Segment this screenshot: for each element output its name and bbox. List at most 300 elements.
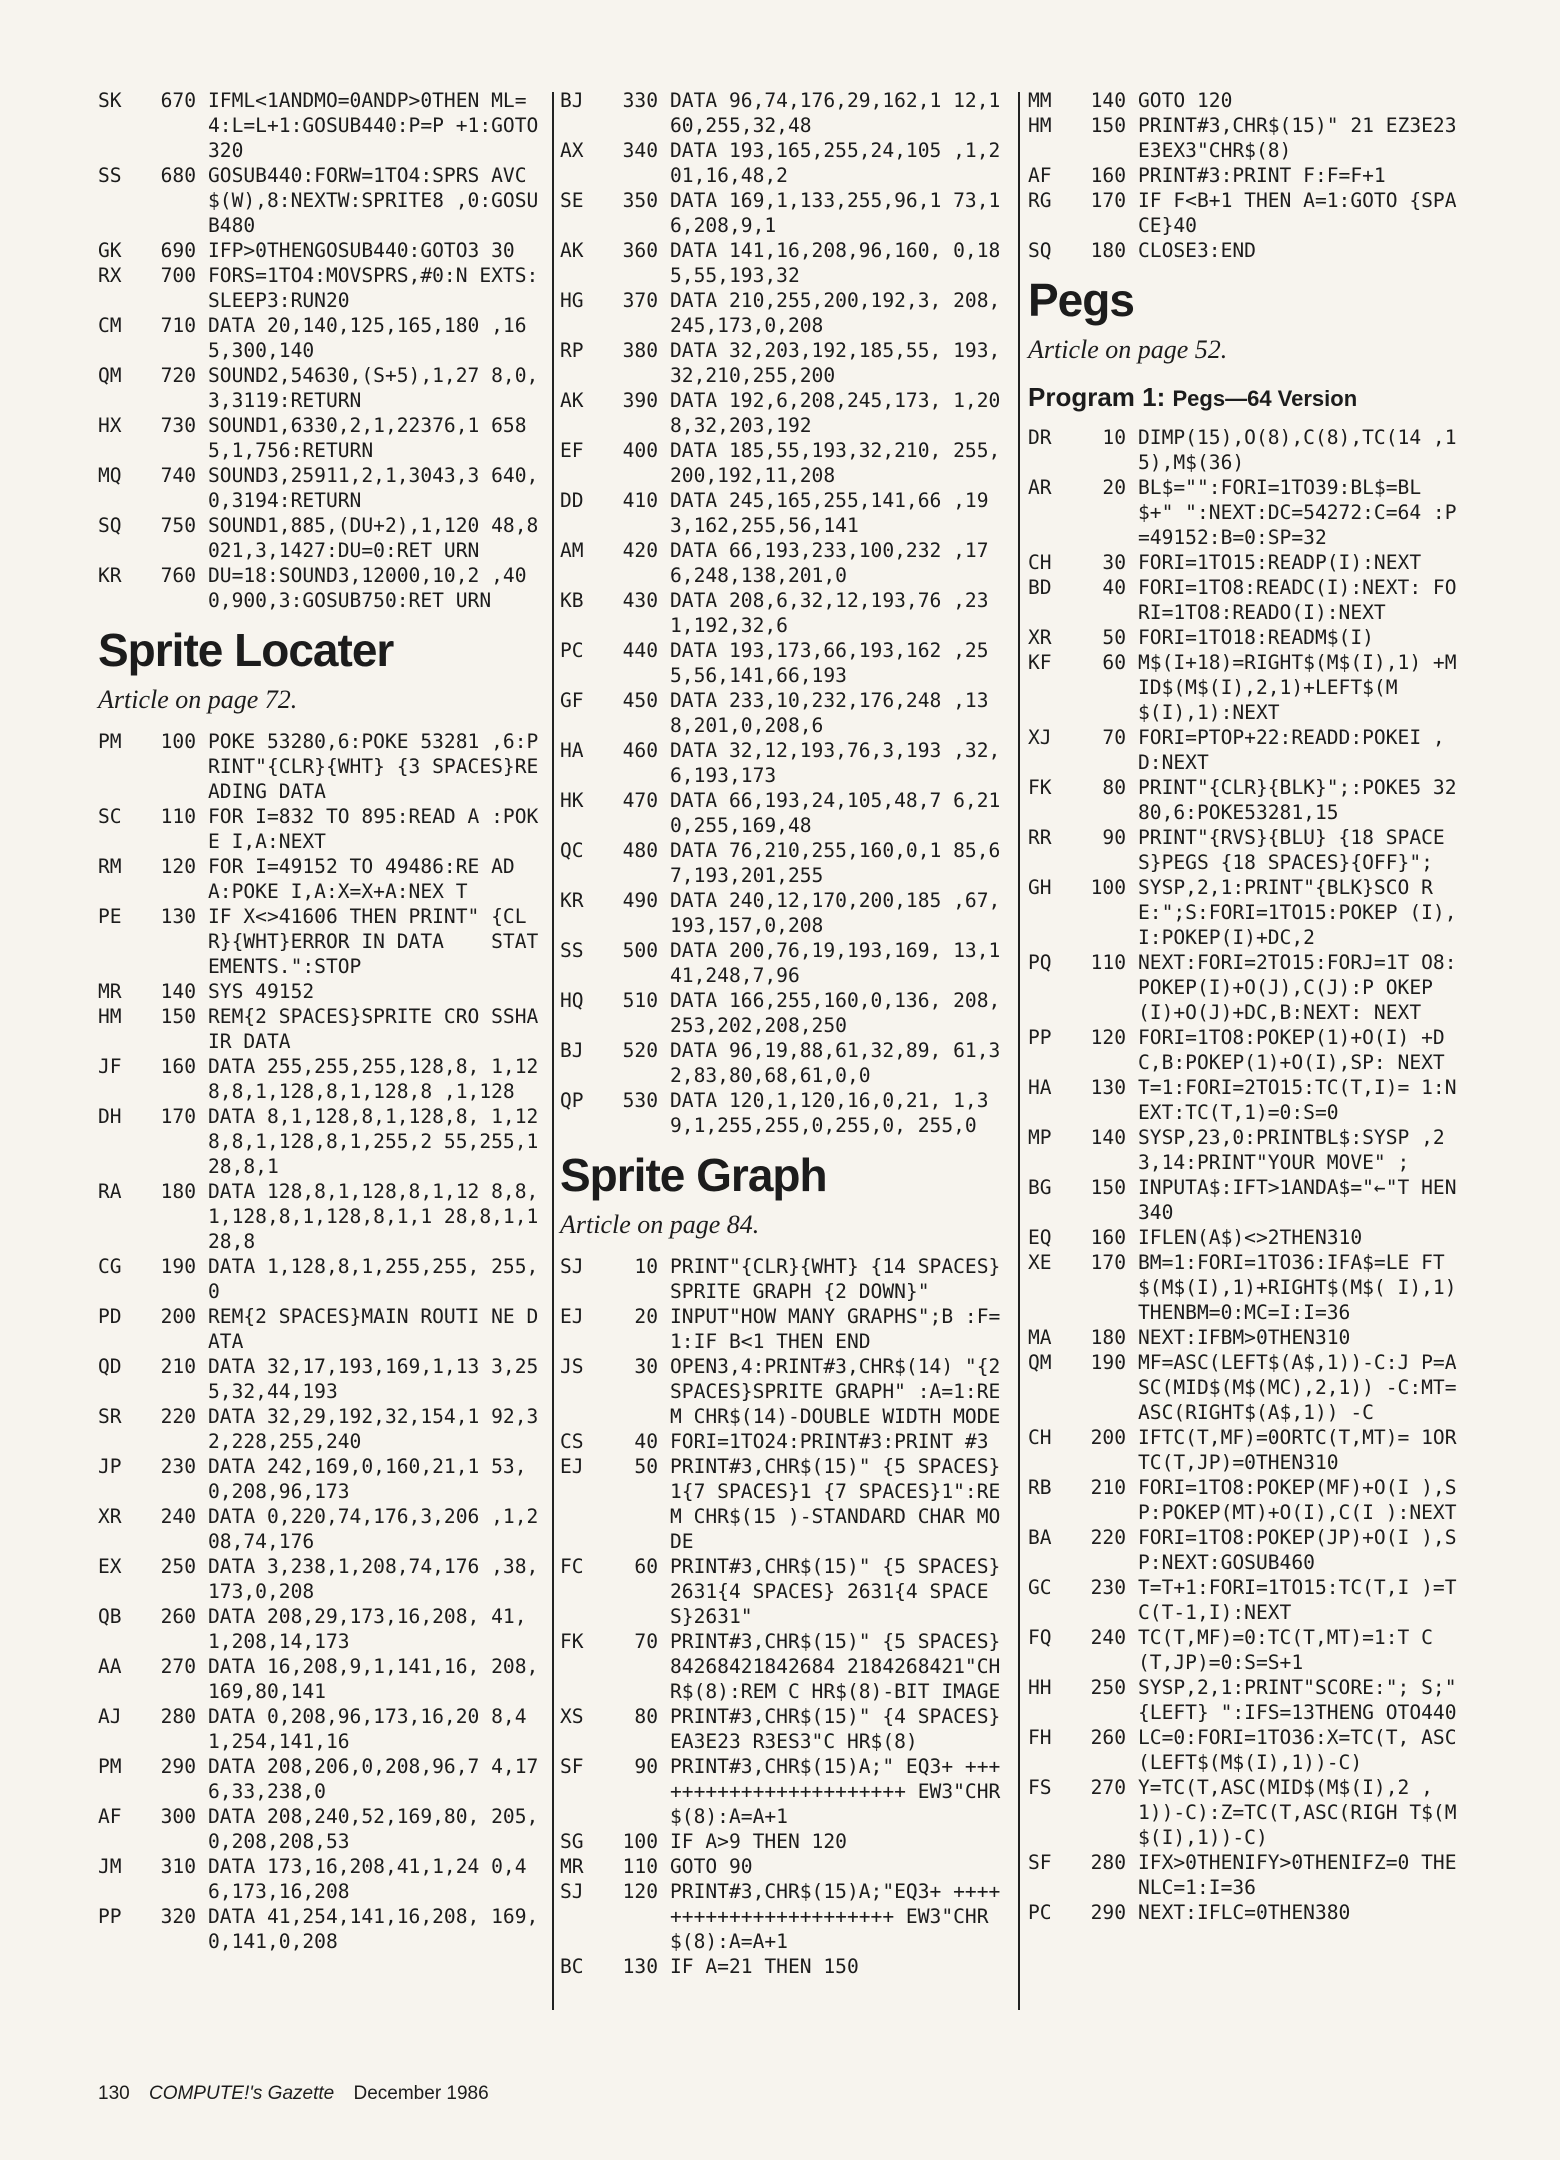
basic-statement: BM=1:FORI=1TO36:IFA$=LE FT$(M$(I),1)+RIGHT$(M$( I),1)THENBM=0:MC=I:I=36 xyxy=(1138,1251,1457,1324)
basic-statement: SOUND1,885,(DU+2),1,120 48,8021,3,1427:DU=0:RET URN xyxy=(208,514,539,562)
basic-statement: FORI=1TO8:READC(I):NEXT: FORI=1TO8:READO(I):NEXT xyxy=(1138,576,1457,624)
line-number: 170 xyxy=(1090,189,1126,212)
basic-statement: T=1:FORI=2TO15:TC(T,I)= 1:NEXT:TC(T,1)=0:S=0 xyxy=(1138,1076,1457,1124)
basic-statement: M$(I+18)=RIGHT$(M$(I),1) +MID$(M$(I),2,1)+LEFT$(M $(I),1):NEXT xyxy=(1138,651,1457,724)
code-line xyxy=(560,1879,1010,1954)
basic-statement: MF=ASC(LEFT$(A$,1))-C:J P=ASC(MID$(M$(MC),2,1)) -C:MT=ASC(RIGHT$(A$,1)) -C xyxy=(1138,1351,1457,1424)
code-line xyxy=(1028,1325,1468,1350)
code-line xyxy=(560,1754,1010,1829)
code-line xyxy=(560,638,1010,688)
code-line xyxy=(1028,1625,1468,1675)
code-line xyxy=(1028,575,1468,625)
line-number: 200 xyxy=(160,1305,196,1328)
listing-column-3 xyxy=(1028,88,1468,2010)
checksum-code: QM xyxy=(98,364,122,387)
basic-statement: PRINT"{CLR}{WHT} {14 SPACES}SPRITE GRAPH {2 DOWN}" xyxy=(670,1255,1001,1303)
code-line xyxy=(98,1104,544,1179)
line-number: 70 xyxy=(634,1630,658,1653)
basic-statement: IFML<1ANDMO=0ANDP>0THEN ML=4:L=L+1:GOSUB440:P=P +1:GOTO320 xyxy=(208,89,539,162)
basic-statement: T=T+1:FORI=1TO15:TC(T,I )=TC(T-1,I):NEXT xyxy=(1138,1576,1457,1624)
checksum-code: GH xyxy=(1028,876,1052,899)
code-line xyxy=(560,838,1010,888)
line-number: 230 xyxy=(1090,1576,1126,1599)
checksum-code: GC xyxy=(1028,1576,1052,1599)
basic-statement: NEXT:IFLC=0THEN380 xyxy=(1138,1901,1351,1924)
line-number: 220 xyxy=(160,1405,196,1428)
basic-statement: DATA 41,254,141,16,208, 169,0,141,0,208 xyxy=(208,1905,539,1953)
code-line xyxy=(98,1754,544,1804)
code-line xyxy=(1028,1675,1468,1725)
basic-statement: GOSUB440:FORW=1TO4:SPRS AVC$(W),8:NEXTW:SPRITE8 ,0:GOSUB480 xyxy=(208,164,539,237)
code-line xyxy=(98,1504,544,1554)
line-number: 180 xyxy=(160,1180,196,1203)
checksum-code: RG xyxy=(1028,189,1052,212)
basic-statement: DU=18:SOUND3,12000,10,2 ,400,900,3:GOSUB750:RET URN xyxy=(208,564,527,612)
line-number: 680 xyxy=(160,164,196,187)
code-line xyxy=(1028,1850,1468,1900)
code-line xyxy=(560,588,1010,638)
basic-statement: DATA 32,17,193,169,1,13 3,255,32,44,193 xyxy=(208,1355,539,1403)
code-line xyxy=(560,788,1010,838)
checksum-code: JS xyxy=(560,1355,584,1378)
line-number: 750 xyxy=(160,514,196,537)
line-number: 160 xyxy=(1090,164,1126,187)
checksum-code: BD xyxy=(1028,576,1052,599)
checksum-code: PE xyxy=(98,905,122,928)
code-line xyxy=(560,1704,1010,1754)
checksum-code: EJ xyxy=(560,1305,584,1328)
checksum-code: HA xyxy=(560,739,584,762)
listing-column-1 xyxy=(98,88,544,2010)
code-line xyxy=(1028,950,1468,1025)
code-line xyxy=(1028,1775,1468,1850)
basic-statement: IFLEN(A$)<>2THEN310 xyxy=(1138,1226,1363,1249)
code-line xyxy=(1028,1475,1468,1525)
line-number: 690 xyxy=(160,239,196,262)
basic-statement: DATA 66,193,24,105,48,7 6,210,255,169,48 xyxy=(670,789,1001,837)
line-number: 430 xyxy=(622,589,658,612)
line-number: 500 xyxy=(622,939,658,962)
code-line xyxy=(1028,1900,1468,1925)
basic-statement: DATA 208,240,52,169,80, 205,0,208,208,53 xyxy=(208,1805,539,1853)
basic-statement: DIMP(15),O(8),C(8),TC(14 ,15),M$(36) xyxy=(1138,426,1457,474)
basic-statement: IFTC(T,MF)=0ORTC(T,MT)= 1ORTC(T,JP)=0THEN310 xyxy=(1138,1426,1457,1474)
line-number: 180 xyxy=(1090,239,1126,262)
line-number: 220 xyxy=(1090,1526,1126,1549)
basic-statement: DATA 66,193,233,100,232 ,176,248,138,201,0 xyxy=(670,539,989,587)
line-number: 400 xyxy=(622,439,658,462)
checksum-code: GK xyxy=(98,239,122,262)
code-line xyxy=(98,238,544,263)
checksum-code: BJ xyxy=(560,89,584,112)
checksum-code: FK xyxy=(1028,776,1052,799)
code-line xyxy=(98,1604,544,1654)
line-number: 190 xyxy=(1090,1351,1126,1374)
code-line xyxy=(560,538,1010,588)
checksum-code: AJ xyxy=(98,1705,122,1728)
line-number: 410 xyxy=(622,489,658,512)
code-line xyxy=(98,804,544,854)
checksum-code: PM xyxy=(98,730,122,753)
basic-statement: INPUT"HOW MANY GRAPHS";B :F=1:IF B<1 THEN END xyxy=(670,1305,1001,1353)
page-footer xyxy=(98,2083,489,2105)
code-line xyxy=(560,1454,1010,1554)
checksum-code: AF xyxy=(98,1805,122,1828)
checksum-code: BC xyxy=(560,1955,584,1978)
checksum-code: SE xyxy=(560,189,584,212)
code-line xyxy=(560,1554,1010,1629)
code-line xyxy=(560,1354,1013,1429)
basic-statement: GOTO 90 xyxy=(670,1855,753,1878)
line-number: 30 xyxy=(1102,551,1126,574)
basic-statement: Y=TC(T,ASC(MID$(M$(I),2 ,1))-C):Z=TC(T,ASC(RIGH T$(M$(I),1))-C) xyxy=(1138,1776,1457,1849)
basic-statement: NEXT:IFBM>0THEN310 xyxy=(1138,1326,1351,1349)
checksum-code: SR xyxy=(98,1405,122,1428)
line-number: 380 xyxy=(622,339,658,362)
checksum-code: QC xyxy=(560,839,584,862)
basic-statement: DATA 169,1,133,255,96,1 73,16,208,9,1 xyxy=(670,189,1001,237)
line-number: 210 xyxy=(1090,1476,1126,1499)
checksum-code: CM xyxy=(98,314,122,337)
code-line xyxy=(560,1629,1010,1704)
code-line xyxy=(560,938,1010,988)
basic-statement: REM{2 SPACES}MAIN ROUTI NE DATA xyxy=(208,1305,539,1353)
basic-statement: DATA 200,76,19,193,169, 13,141,248,7,96 xyxy=(670,939,1001,987)
checksum-code: PQ xyxy=(1028,951,1052,974)
line-number: 320 xyxy=(160,1905,196,1928)
code-line xyxy=(560,1088,1010,1138)
basic-statement: DATA 208,6,32,12,193,76 ,231,192,32,6 xyxy=(670,589,989,637)
basic-statement: PRINT#3,CHR$(15)A;"EQ3+ +++++++++++++++++++++++ EW3"CHR$(8):A=A+1 xyxy=(670,1880,1001,1953)
basic-statement: DATA 193,165,255,24,105 ,1,201,16,48,2 xyxy=(670,139,1001,187)
basic-statement: NEXT:FORI=2TO15:FORJ=1T O8:POKEP(I)+O(J),C(J):P OKEP(I)+O(J)+DC,B:NEXT: NEXT xyxy=(1138,951,1457,1024)
line-number: 100 xyxy=(160,730,196,753)
checksum-code: PD xyxy=(98,1305,122,1328)
basic-statement: PRINT#3:PRINT F:F=F+1 xyxy=(1138,164,1386,187)
checksum-code: PC xyxy=(560,639,584,662)
checksum-code: SF xyxy=(560,1755,584,1778)
line-number: 420 xyxy=(622,539,658,562)
line-number: 740 xyxy=(160,464,196,487)
line-number: 240 xyxy=(160,1505,196,1528)
basic-statement: OPEN3,4:PRINT#3,CHR$(14) "{2 SPACES}SPRITE GRAPH" :A=1:REM CHR$(14)-DOUBLE WIDTH MODE xyxy=(670,1355,1013,1428)
line-number: 170 xyxy=(1090,1251,1126,1274)
issue-date: December 1986 xyxy=(353,2083,489,2104)
checksum-code: CH xyxy=(1028,1426,1052,1449)
code-line xyxy=(1028,425,1468,475)
checksum-code: GF xyxy=(560,689,584,712)
checksum-code: AX xyxy=(560,139,584,162)
code-line xyxy=(560,188,1010,238)
code-line xyxy=(98,1904,544,1954)
line-number: 20 xyxy=(634,1305,658,1328)
basic-statement: DATA 173,16,208,41,1,24 0,46,173,16,208 xyxy=(208,1855,527,1903)
basic-statement: DATA 0,208,96,173,16,20 8,41,254,141,16 xyxy=(208,1705,527,1753)
basic-statement: FORS=1TO4:MOVSPRS,#0:N EXTS:SLEEP3:RUN20 xyxy=(208,264,539,312)
basic-statement: DATA 32,203,192,185,55, 193,32,210,255,200 xyxy=(670,339,1001,387)
checksum-code: AA xyxy=(98,1655,122,1678)
code-line xyxy=(560,338,1010,388)
code-line xyxy=(1028,1025,1468,1075)
checksum-code: SS xyxy=(98,164,122,187)
article-reference: Article on page 52. xyxy=(1028,335,1228,364)
checksum-code: JF xyxy=(98,1055,122,1078)
line-number: 200 xyxy=(1090,1426,1126,1449)
column-divider-left xyxy=(552,92,554,2010)
code-line xyxy=(98,463,544,513)
basic-statement: IF X<>41606 THEN PRINT" {CLR}{WHT}ERROR IN DATA STATEMENTS.":STOP xyxy=(208,905,539,978)
basic-statement: DATA 255,255,255,128,8, 1,128,8,1,128,8,1,128,8 ,1,128 xyxy=(208,1055,539,1103)
code-line xyxy=(1028,1425,1468,1475)
code-line xyxy=(560,1038,1010,1088)
code-line xyxy=(98,313,544,363)
line-number: 760 xyxy=(160,564,196,587)
line-number: 460 xyxy=(622,739,658,762)
code-line xyxy=(98,363,544,413)
code-line xyxy=(560,1854,1010,1879)
basic-statement: DATA 233,10,232,176,248 ,138,201,0,208,6 xyxy=(670,689,989,737)
checksum-code: DH xyxy=(98,1105,122,1128)
checksum-code: RR xyxy=(1028,826,1052,849)
basic-statement: DATA 128,8,1,128,8,1,12 8,8,1,128,8,1,128,8,1,1 28,8,1,128,8 xyxy=(208,1180,539,1253)
checksum-code: HA xyxy=(1028,1076,1052,1099)
checksum-code: MA xyxy=(1028,1326,1052,1349)
publication-name: COMPUTE!'s Gazette xyxy=(148,2083,335,2104)
line-number: 360 xyxy=(622,239,658,262)
basic-statement: FORI=1TO15:READP(I):NEXT xyxy=(1138,551,1422,574)
checksum-code: EX xyxy=(98,1555,122,1578)
code-line xyxy=(1028,1725,1468,1775)
line-number: 250 xyxy=(1090,1676,1126,1699)
checksum-code: FC xyxy=(560,1555,584,1578)
checksum-code: KR xyxy=(560,889,584,912)
checksum-code: RP xyxy=(560,339,584,362)
code-line xyxy=(560,1254,1010,1304)
checksum-code: RA xyxy=(98,1180,122,1203)
line-number: 130 xyxy=(160,905,196,928)
checksum-code: JP xyxy=(98,1455,122,1478)
line-number: 130 xyxy=(1090,1076,1126,1099)
line-number: 710 xyxy=(160,314,196,337)
checksum-code: FQ xyxy=(1028,1626,1052,1649)
line-number: 670 xyxy=(160,89,196,112)
checksum-code: HH xyxy=(1028,1676,1052,1699)
basic-statement: DATA 3,238,1,208,74,176 ,38,173,0,208 xyxy=(208,1555,539,1603)
checksum-code: MP xyxy=(1028,1126,1052,1149)
code-line xyxy=(98,729,544,804)
code-line xyxy=(560,1829,1010,1854)
basic-statement: PRINT#3,CHR$(15)" {5 SPACES}84268421842684 2184268421"CHR$(8):REM C HR$(8)-BIT IMAGE xyxy=(670,1630,1001,1703)
line-number: 70 xyxy=(1102,726,1126,749)
basic-statement: DATA 96,19,88,61,32,89, 61,32,83,80,68,61,0,0 xyxy=(670,1039,1001,1087)
checksum-code: QD xyxy=(98,1355,122,1378)
basic-statement: DATA 192,6,208,245,173, 1,208,32,203,192 xyxy=(670,389,1001,437)
checksum-code: FK xyxy=(560,1630,584,1653)
line-number: 260 xyxy=(160,1605,196,1628)
line-number: 110 xyxy=(1090,951,1126,974)
basic-statement: IF A=21 THEN 150 xyxy=(670,1955,859,1978)
checksum-code: MR xyxy=(98,980,122,1003)
program-title: Pegs xyxy=(1028,274,1134,326)
line-number: 30 xyxy=(634,1355,658,1378)
basic-statement: DATA 242,169,0,160,21,1 53,0,208,96,173 xyxy=(208,1455,527,1503)
checksum-code: SF xyxy=(1028,1851,1052,1874)
checksum-code: KB xyxy=(560,589,584,612)
code-line xyxy=(560,388,1010,438)
checksum-code: HK xyxy=(560,789,584,812)
basic-statement: PRINT#3,CHR$(15)" {5 SPACES}1{7 SPACES}1 {7 SPACES}1":REM CHR$(15 )-STANDARD CHAR MODE xyxy=(670,1455,1001,1553)
basic-statement: PRINT#3,CHR$(15)" {4 SPACES}EA3E23 R3ES3"C HR$(8) xyxy=(670,1705,1001,1753)
line-number: 350 xyxy=(622,189,658,212)
checksum-code: SJ xyxy=(560,1255,584,1278)
basic-statement: FOR I=832 TO 895:READ A :POKE I,A:NEXT xyxy=(208,805,539,853)
line-number: 230 xyxy=(160,1455,196,1478)
code-line xyxy=(560,88,1010,138)
line-number: 90 xyxy=(1102,826,1126,849)
code-line xyxy=(1028,875,1468,950)
line-number: 100 xyxy=(622,1830,658,1853)
code-line xyxy=(560,238,1010,288)
page-number: 130 xyxy=(98,2083,130,2104)
basic-statement: DATA 20,140,125,165,180 ,165,300,140 xyxy=(208,314,527,362)
basic-statement: DATA 245,165,255,141,66 ,193,162,255,56,141 xyxy=(670,489,989,537)
code-line xyxy=(1028,725,1468,775)
basic-statement: REM{2 SPACES}SPRITE CRO SSHAIR DATA xyxy=(208,1005,539,1053)
checksum-code: MR xyxy=(560,1855,584,1878)
line-number: 250 xyxy=(160,1555,196,1578)
line-number: 40 xyxy=(1102,576,1126,599)
line-number: 150 xyxy=(1090,1176,1126,1199)
basic-statement: SYS 49152 xyxy=(208,980,315,1003)
line-number: 150 xyxy=(1090,114,1126,137)
code-line xyxy=(98,1854,544,1904)
checksum-code: DR xyxy=(1028,426,1052,449)
checksum-code: XS xyxy=(560,1705,584,1728)
line-number: 260 xyxy=(1090,1726,1126,1749)
checksum-code: AM xyxy=(560,539,584,562)
line-number: 40 xyxy=(634,1430,658,1453)
code-line xyxy=(560,138,1010,188)
line-number: 80 xyxy=(1102,776,1126,799)
line-number: 160 xyxy=(160,1055,196,1078)
code-line xyxy=(98,1304,544,1354)
basic-statement: DATA 0,220,74,176,3,206 ,1,208,74,176 xyxy=(208,1505,539,1553)
code-line xyxy=(98,163,544,238)
basic-statement: FORI=1TO24:PRINT#3:PRINT #3 xyxy=(670,1430,989,1453)
checksum-code: QB xyxy=(98,1605,122,1628)
code-line xyxy=(1028,475,1468,550)
code-line xyxy=(98,1254,544,1304)
checksum-code: AK xyxy=(560,389,584,412)
program-title: Sprite Locater xyxy=(98,624,394,676)
basic-statement: INPUTA$:IFT>1ANDA$="←"T HEN340 xyxy=(1138,1176,1457,1224)
code-line xyxy=(98,263,544,313)
program-title: Sprite Graph xyxy=(560,1149,827,1201)
line-number: 170 xyxy=(160,1105,196,1128)
checksum-code: JM xyxy=(98,1855,122,1878)
line-number: 310 xyxy=(160,1855,196,1878)
line-number: 490 xyxy=(622,889,658,912)
code-line xyxy=(1028,650,1468,725)
basic-statement: SOUND1,6330,2,1,22376,1 6585,1,756:RETURN xyxy=(208,414,527,462)
basic-statement: DATA 96,74,176,29,162,1 12,160,255,32,48 xyxy=(670,89,1001,137)
code-line xyxy=(1028,1575,1468,1625)
basic-statement: PRINT#3,CHR$(15)" 21 EZ3E23 E3EX3"CHR$(8) xyxy=(1138,114,1469,162)
line-number: 10 xyxy=(1102,426,1126,449)
checksum-code: AK xyxy=(560,239,584,262)
code-line xyxy=(1028,163,1468,188)
code-line xyxy=(560,738,1010,788)
checksum-code: BG xyxy=(1028,1176,1052,1199)
basic-statement: IFX>0THENIFY>0THENIFZ=0 THENLC=1:I=36 xyxy=(1138,1851,1457,1899)
code-line xyxy=(560,1429,1010,1454)
basic-statement: DATA 210,255,200,192,3, 208,245,173,0,208 xyxy=(670,289,1001,337)
basic-statement: FORI=1TO8:POKEP(MF)+O(I ),SP:POKEP(MT)+O(I),C(I ):NEXT xyxy=(1138,1476,1457,1524)
basic-statement: FORI=1TO8:POKEP(1)+O(I) +DC,B:POKEP(1)+O(I),SP: NEXT xyxy=(1138,1026,1445,1074)
basic-statement: DATA 32,12,193,76,3,193 ,32,6,193,173 xyxy=(670,739,1001,787)
line-number: 240 xyxy=(1090,1626,1126,1649)
checksum-code: FS xyxy=(1028,1776,1052,1799)
checksum-code: MM xyxy=(1028,89,1052,112)
basic-statement: DATA 240,12,170,200,185 ,67,193,157,0,208 xyxy=(670,889,1001,937)
code-line xyxy=(98,413,544,463)
code-line xyxy=(1028,88,1468,113)
line-number: 370 xyxy=(622,289,658,312)
checksum-code: RM xyxy=(98,855,122,878)
basic-statement: TC(T,MF)=0:TC(T,MT)=1:T C(T,JP)=0:S=S+1 xyxy=(1138,1626,1433,1674)
checksum-code: HX xyxy=(98,414,122,437)
code-line xyxy=(1028,1225,1468,1250)
basic-statement: SOUND2,54630,(S+5),1,27 8,0,3,3119:RETURN xyxy=(208,364,539,412)
checksum-code: AR xyxy=(1028,476,1052,499)
basic-statement: SYSP,2,1:PRINT"SCORE:"; S;"{LEFT} ":IFS=13THENG OTO440 xyxy=(1138,1676,1457,1724)
code-line xyxy=(98,1354,544,1404)
checksum-code: XR xyxy=(98,1505,122,1528)
basic-statement: LC=0:FORI=1TO36:X=TC(T, ASC(LEFT$(M$(I),1))-C) xyxy=(1138,1726,1457,1774)
line-number: 20 xyxy=(1102,476,1126,499)
basic-statement: DATA 193,173,66,193,162 ,255,56,141,66,193 xyxy=(670,639,989,687)
checksum-code: HQ xyxy=(560,989,584,1012)
basic-statement: DATA 76,210,255,160,0,1 85,67,193,201,255 xyxy=(670,839,1001,887)
listing-column-2 xyxy=(560,88,1013,2010)
code-line xyxy=(560,988,1010,1038)
basic-statement: DATA 208,206,0,208,96,7 4,176,33,238,0 xyxy=(208,1755,539,1803)
line-number: 520 xyxy=(622,1039,658,1062)
line-number: 210 xyxy=(160,1355,196,1378)
basic-statement: IFP>0THENGOSUB440:GOTO3 30 xyxy=(208,239,515,262)
basic-statement: DATA 32,29,192,32,154,1 92,32,228,255,240 xyxy=(208,1405,539,1453)
line-number: 190 xyxy=(160,1255,196,1278)
code-line xyxy=(98,1454,544,1504)
checksum-code: BJ xyxy=(560,1039,584,1062)
line-number: 510 xyxy=(622,989,658,1012)
checksum-code: QP xyxy=(560,1089,584,1112)
line-number: 120 xyxy=(1090,1026,1126,1049)
basic-statement: FOR I=49152 TO 49486:RE AD A:POKE I,A:X=X+A:NEX T xyxy=(208,855,527,903)
code-line xyxy=(560,488,1010,538)
code-line xyxy=(1028,1175,1468,1225)
line-number: 160 xyxy=(1090,1226,1126,1249)
code-line xyxy=(560,288,1010,338)
line-number: 130 xyxy=(622,1955,658,1978)
line-number: 80 xyxy=(634,1705,658,1728)
code-line xyxy=(560,438,1010,488)
checksum-code: CS xyxy=(560,1430,584,1453)
basic-statement: SYSP,23,0:PRINTBL$:SYSP ,23,14:PRINT"YOUR MOVE" ; xyxy=(1138,1126,1445,1174)
line-number: 730 xyxy=(160,414,196,437)
checksum-code: HM xyxy=(98,1005,122,1028)
line-number: 700 xyxy=(160,264,196,287)
